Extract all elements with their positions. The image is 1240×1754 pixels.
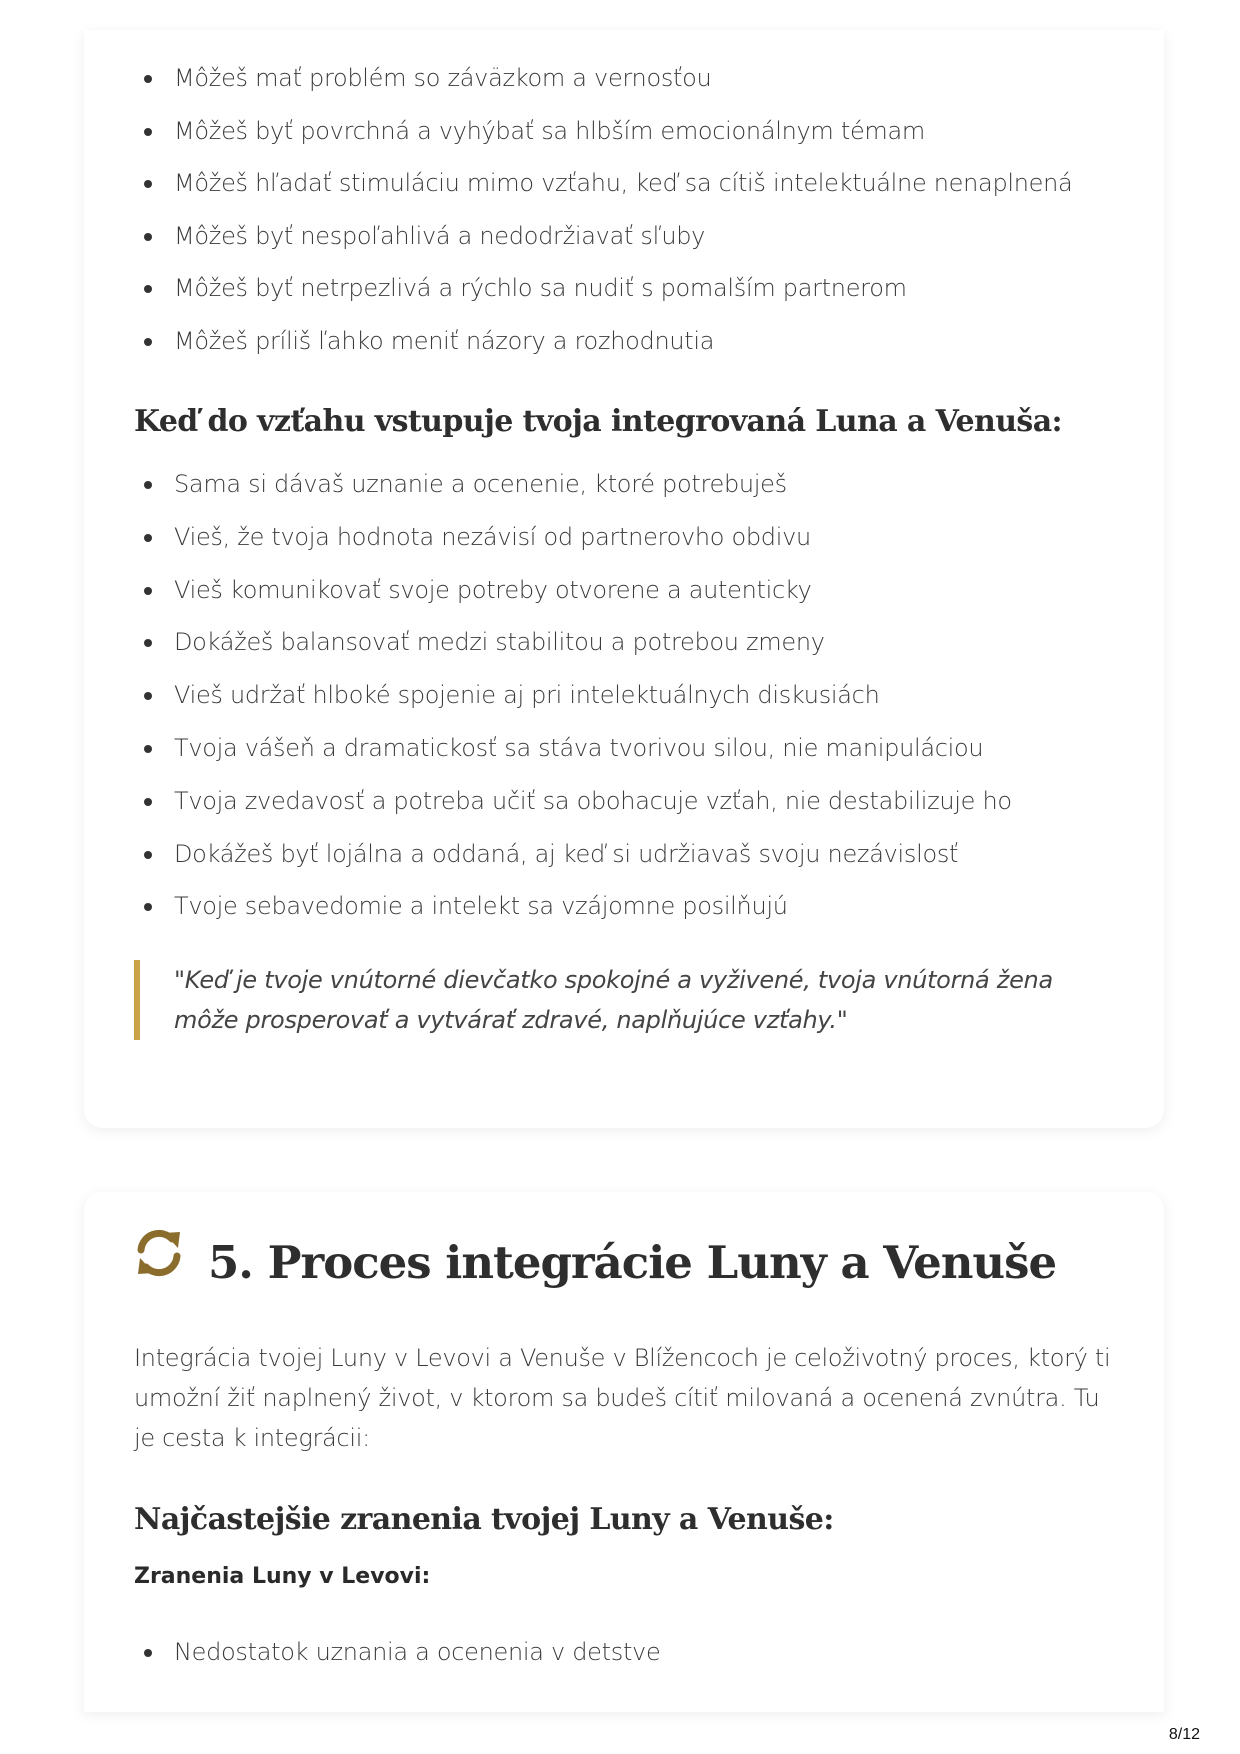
blockquote: "Keď je tvoje vnútorné dievčatko spokojné a vyživené, tvoja vnútorná žena môže prosperovať a vytvárať zdravé, naplňujúce vzťahy." [134, 960, 1094, 1040]
list-item: Môžeš byť nespoľahlivá a nedodržiavať sľuby [136, 220, 1072, 252]
list-item: Môžeš byť netrpezlivá a rýchlo sa nudiť s pomalším partnerom [136, 272, 1072, 304]
wounds-heading: Najčastejšie zranenia tvojej Luny a Venuše: [134, 1502, 834, 1537]
list-item: Dokážeš balansovať medzi stabilitou a potrebou zmeny [136, 626, 1012, 658]
page-number: 8/12 [1168, 1726, 1200, 1743]
list-item: Môžeš byť povrchná a vyhýbať sa hlbším emocionálnym témam [136, 115, 1072, 147]
list-item: Nedostatok uznania a ocenenia v detstve [136, 1636, 660, 1668]
list-item: Môžeš mať problém so záväzkom a vernosťou [136, 62, 1072, 94]
list-item: Môžeš hľadať stimuláciu mimo vzťahu, keď sa cítiš intelektuálne nenaplnená [136, 167, 1072, 199]
moon-wounds-list [136, 1636, 660, 1668]
list-item: Dokážeš byť lojálna a oddaná, aj keď si udržiavaš svoju nezávislosť [136, 838, 1012, 870]
challenges-list [136, 62, 1072, 378]
list-item: Sama si dávaš uznanie a ocenenie, ktoré potrebuješ [136, 468, 1012, 500]
integrated-list [136, 468, 1012, 943]
list-item: Tvoje sebavedomie a intelekt sa vzájomne posilňujú [136, 890, 1012, 922]
integrated-heading: Keď do vzťahu vstupuje tvoja integrovaná Luna a Venuša: [134, 404, 1063, 439]
list-item: Vieš, že tvoja hodnota nezávisí od partnerovho obdivu [136, 521, 1012, 553]
list-item: Tvoja vášeň a dramatickosť sa stáva tvorivou silou, nie manipuláciou [136, 732, 1012, 764]
section-intro: Integrácia tvojej Luny v Levovi a Venuše v Blížencoch je celoživotný proces, ktorý ti umožní žiť naplnený život, v ktorom sa budeš cítiť milovaná a ocenená zvnútra. Tu je cesta k integrácii: [134, 1344, 1111, 1452]
moon-wounds-label: Zranenia Luny v Levovi: [134, 1564, 431, 1589]
sync-icon [134, 1228, 184, 1278]
list-item: Vieš komunikovať svoje potreby otvorene a autenticky [136, 574, 1012, 606]
list-item: Vieš udržať hlboké spojenie aj pri intelektuálnych diskusiách [136, 679, 1012, 711]
list-item: Tvoja zvedavosť a potreba učiť sa obohacuje vzťah, nie destabilizuje ho [136, 785, 1012, 817]
section-title: 5. Proces integrácie Luny a Venuše [208, 1236, 1057, 1289]
list-item: Môžeš príliš ľahko meniť názory a rozhodnutia [136, 325, 1072, 357]
